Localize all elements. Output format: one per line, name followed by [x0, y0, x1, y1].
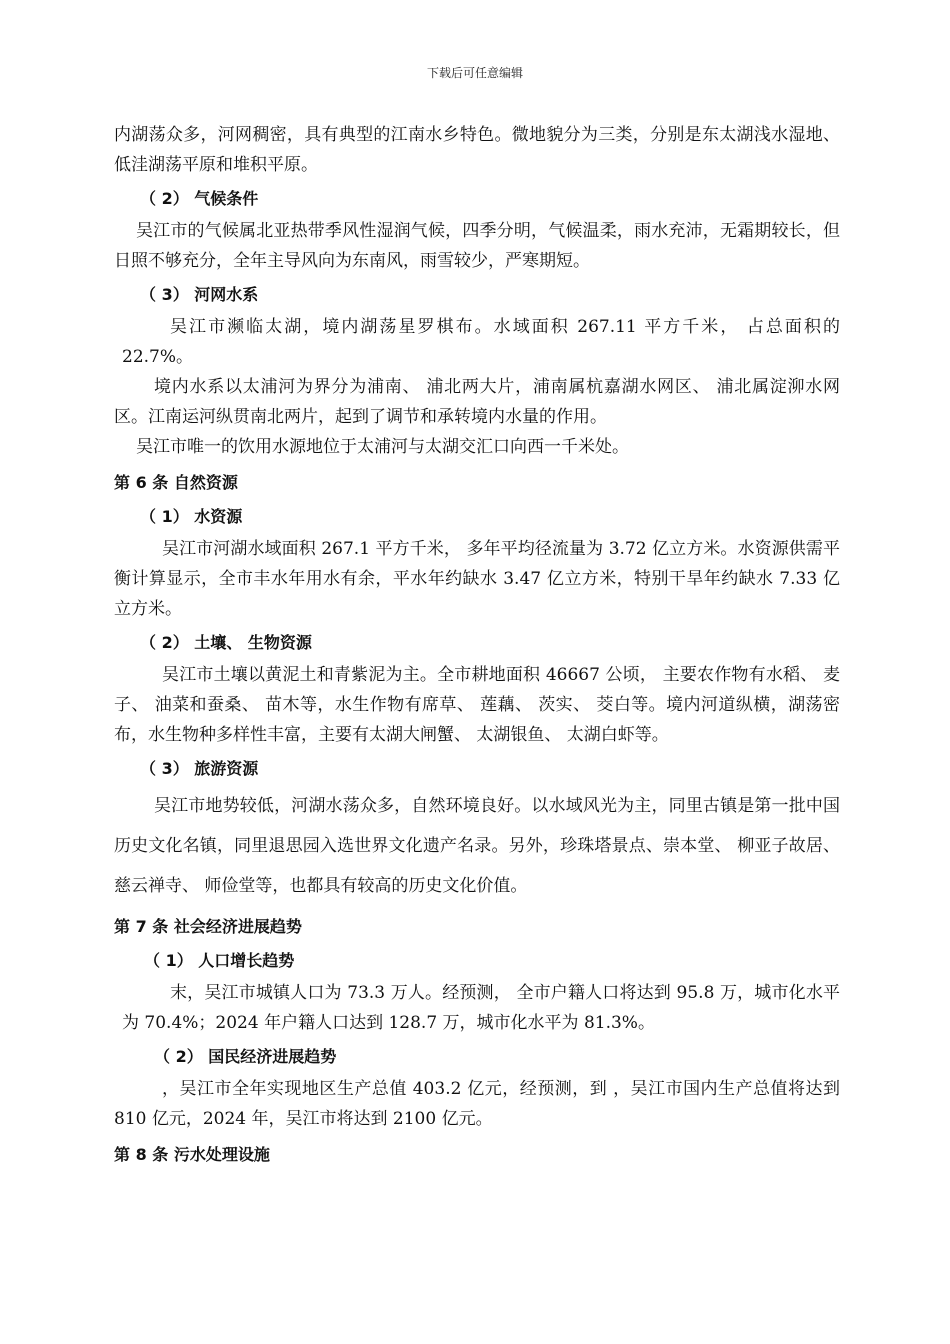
document-body — [114, 120, 840, 1172]
paragraph-drinking-water-source: 吴江市唯一的饮用水源地位于太浦河与太湖交汇口向西一千米处。 — [136, 437, 629, 457]
subheading-soil-biology: （ 2） 土壤、 生物资源 — [140, 633, 312, 652]
article-8-heading: 第 8 条 污水处理设施 — [114, 1145, 270, 1164]
paragraph-landform: 内湖荡众多，河网稠密，具有典型的江南水乡特色。微地貌分为三类，分别是东太湖浅水湿地、 低洼湖荡平原和堆积平原。 — [114, 125, 840, 175]
paragraph-water-system: 境内水系以太浦河为界分为浦南、 浦北两大片，浦南属杭嘉湖水网区、 浦北属淀泖水网区。江南运河纵贯南北两片，起到了调节和承转境内水量的作用。 — [114, 377, 840, 427]
subheading-economy: （ 2） 国民经济进展趋势 — [154, 1047, 337, 1066]
subheading-climate: （ 2） 气候条件 — [140, 189, 259, 208]
subheading-river-network: （ 3） 河网水系 — [140, 285, 259, 304]
subheading-tourism: （ 3） 旅游资源 — [140, 759, 259, 778]
paragraph-economy: ，吴江市全年实现地区生产总值 403.2 亿元，经预测，到 ，吴江市国内生产总值将达到 810 亿元，2024 年，吴江市将达到 2100 亿元。 — [114, 1079, 840, 1129]
paragraph-soil-biology: 吴江市土壤以黄泥土和青紫泥为主。全市耕地面积 46667 公顷， 主要农作物有水稻、 麦子、 油菜和蚕桑、 苗木等，水生作物有席草、 莲藕、 茨实、 茭白等。境内河道纵横，湖荡密布，水生物种多样性丰富，主要有太湖大闸蟹、 太湖银鱼、 太湖白虾等。 — [114, 665, 840, 745]
paragraph-tourism: 吴江市地势较低，河湖水荡众多，自然环境良好。以水域风光为主，同里古镇是第一批中国历史文化名镇，同里退思园入选世界文化遗产名录。另外，珍珠塔景点、崇本堂、 柳亚子故居、 慈云禅寺、 师俭堂等，也都具有较高的历史文化价值。 — [114, 796, 840, 896]
article-7-heading: 第 7 条 社会经济进展趋势 — [114, 917, 302, 936]
paragraph-population: 末，吴江市城镇人口为 73.3 万人。经预测， 全市户籍人口将达到 95.8 万，城市化水平为 70.4%；2024 年户籍人口达到 128.7 万，城市化水平为 81.3%。 — [122, 983, 840, 1033]
paragraph-climate: 吴江市的气候属北亚热带季风性湿润气候，四季分明，气候温柔，雨水充沛，无霜期较长，但日照不够充分，全年主导风向为东南风，雨雪较少，严寒期短。 — [114, 221, 840, 271]
subheading-water-resources: （ 1） 水资源 — [140, 507, 243, 526]
page-header: 下载后可任意编辑 — [426, 66, 523, 80]
subheading-population: （ 1） 人口增长趋势 — [144, 951, 295, 970]
article-6-heading: 第 6 条 自然资源 — [114, 473, 238, 492]
paragraph-water-area: 吴江市濒临太湖，境内湖荡星罗棋布。水域面积 267.11 平方千米， 占总面积的 22.7%。 — [122, 317, 840, 367]
paragraph-water-resources: 吴江市河湖水域面积 267.1 平方千米， 多年平均径流量为 3.72 亿立方米。水资源供需平衡计算显示，全市丰水年用水有余，平水年约缺水 3.47 亿立方米，特别干旱年约缺水 7.33 亿立方米。 — [114, 539, 840, 619]
